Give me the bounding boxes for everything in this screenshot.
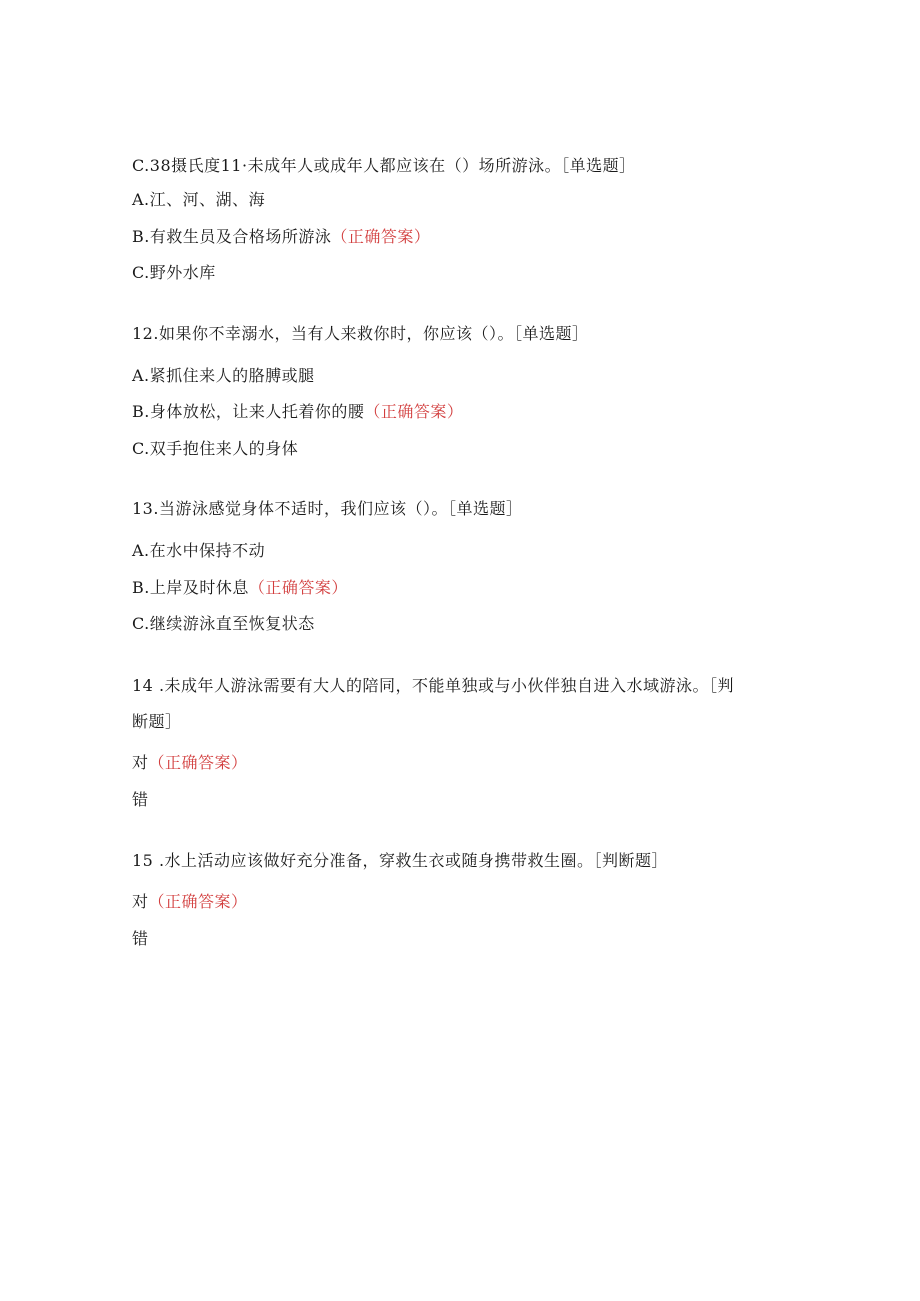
option-text: 对 [132,753,149,772]
question-15-option-false [132,929,770,949]
question-14-option-true [132,753,770,773]
question-13-text: 13.当游泳感觉身体不适时，我们应该（）。［单选题］ [132,499,523,518]
option-text: A.在水中保持不动 [132,541,266,560]
correct-answer-marker: （正确答案） [148,753,248,772]
question-12-option-b [132,402,770,422]
option-text: 对 [132,892,149,911]
option-text: C.双手抱住来人的身体 [132,439,299,458]
option-text: 错 [132,929,149,948]
correct-answer-marker: （正确答案） [364,402,464,421]
question-11-option-c [132,263,770,283]
question-11-option-a [132,190,770,210]
question-11-option-b [132,227,770,247]
question-13-option-a [132,541,770,561]
option-text: C.野外水库 [132,263,216,282]
question-13-option-b [132,578,770,598]
option-text: B.身体放松，让来人托着你的腰 [132,402,365,421]
question-12-option-a [132,366,770,386]
question-15-option-true [132,892,770,912]
correct-answer-marker: （正确答案） [248,578,348,597]
option-text: B.有救生员及合格场所游泳 [132,227,332,246]
correct-answer-marker: （正确答案） [148,892,248,911]
option-text: B.上岸及时休息 [132,578,249,597]
option-text: A.紧抓住来人的胳膊或腿 [132,366,315,385]
correct-answer-marker: （正确答案） [331,227,431,246]
question-11-text: C.38摄氏度11·未成年人或成年人都应该在（）场所游泳。［单选题］ [132,156,636,175]
question-14-option-false [132,790,770,810]
option-text: A.江、河、湖、海 [132,190,266,209]
option-text: 错 [132,790,149,809]
option-text: C.继续游泳直至恢复状态 [132,614,315,633]
question-12-option-c [132,439,770,459]
question-15-text: 15 .水上活动应该做好充分准备，穿救生衣或随身携带救生圈。［判断题］ [132,851,669,870]
question-14-text-line1: 14 .未成年人游泳需要有大人的陪同，不能单独或与小伙伴独自进入水域游泳。［判 [132,676,735,695]
question-13-option-c [132,614,770,634]
question-12-text: 12.如果你不幸溺水，当有人来救你时，你应该（）。［单选题］ [132,324,589,343]
question-14-text-line2: 断题］ [132,712,182,731]
